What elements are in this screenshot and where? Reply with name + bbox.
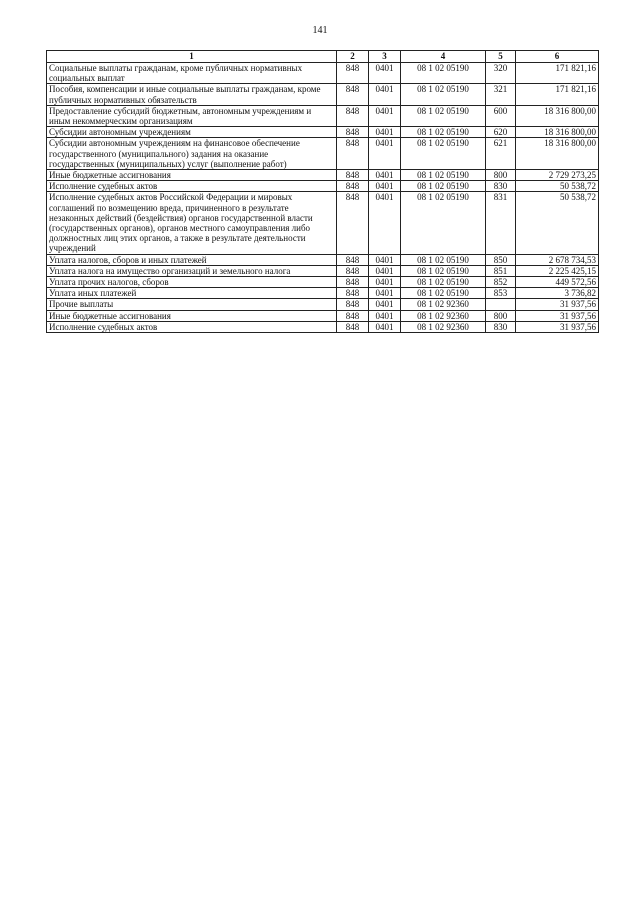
row-target-article: 08 1 02 05190: [401, 181, 486, 192]
row-section-code: 0401: [369, 127, 401, 138]
row-section-code: 0401: [369, 63, 401, 84]
row-target-article: 08 1 02 05190: [401, 138, 486, 170]
row-target-article: 08 1 02 92360: [401, 310, 486, 321]
row-expense-type: 830: [486, 181, 516, 192]
row-amount: 171 821,16: [516, 84, 599, 105]
row-target-article: 08 1 02 05190: [401, 288, 486, 299]
row-name: Прочие выплаты: [47, 299, 337, 310]
row-name: Уплата иных платежей: [47, 288, 337, 299]
row-target-article: 08 1 02 05190: [401, 84, 486, 105]
table-row: [47, 170, 599, 181]
header-row: [47, 51, 599, 63]
row-name: Иные бюджетные ассигнования: [47, 170, 337, 181]
row-name: Уплата налога на имущество организаций и земельного налога: [47, 265, 337, 276]
row-name: Предоставление субсидий бюджетным, автономным учреждениям и иным некоммерческим организациям: [47, 105, 337, 126]
row-section-code: 0401: [369, 138, 401, 170]
row-org-code: 848: [337, 105, 369, 126]
row-name: Субсидии автономным учреждениям на финансовое обеспечение государственного (муниципального) задания на оказание государственных (муниципальных) услуг (выполнение работ): [47, 138, 337, 170]
row-section-code: 0401: [369, 288, 401, 299]
row-target-article: 08 1 02 05190: [401, 254, 486, 265]
row-name: Исполнение судебных актов Российской Федерации и мировых соглашений по возмещению вреда, причиненного в результате незаконных действий (бездействия) органов государственной власти (государственных органов), органов местного самоуправления либо должностных лиц этих органов, а также в результате деятельности учреждений: [47, 192, 337, 254]
row-target-article: 08 1 02 92360: [401, 321, 486, 332]
table-row: [47, 277, 599, 288]
row-org-code: 848: [337, 170, 369, 181]
row-amount: 18 316 800,00: [516, 127, 599, 138]
table-row: [47, 288, 599, 299]
row-expense-type: 850: [486, 254, 516, 265]
row-expense-type: 600: [486, 105, 516, 126]
page-number: 141: [312, 25, 328, 36]
row-name: Исполнение судебных актов: [47, 321, 337, 332]
row-section-code: 0401: [369, 181, 401, 192]
row-section-code: 0401: [369, 321, 401, 332]
row-expense-type: 831: [486, 192, 516, 254]
column-header: 3: [369, 51, 401, 63]
row-section-code: 0401: [369, 265, 401, 276]
row-org-code: 848: [337, 299, 369, 310]
row-target-article: 08 1 02 05190: [401, 192, 486, 254]
row-amount: 50 538,72: [516, 192, 599, 254]
row-name: Субсидии автономным учреждениям: [47, 127, 337, 138]
table-row: [47, 181, 599, 192]
row-target-article: 08 1 02 05190: [401, 105, 486, 126]
column-header: 1: [47, 51, 337, 63]
row-name: Уплата прочих налогов, сборов: [47, 277, 337, 288]
row-org-code: 848: [337, 181, 369, 192]
row-amount: 171 821,16: [516, 63, 599, 84]
table-row: [47, 84, 599, 105]
row-org-code: 848: [337, 265, 369, 276]
row-section-code: 0401: [369, 310, 401, 321]
row-target-article: 08 1 02 05190: [401, 265, 486, 276]
row-section-code: 0401: [369, 170, 401, 181]
row-expense-type: 851: [486, 265, 516, 276]
row-name: Уплата налогов, сборов и иных платежей: [47, 254, 337, 265]
column-header: 2: [337, 51, 369, 63]
table-row: [47, 299, 599, 310]
row-amount: 31 937,56: [516, 299, 599, 310]
row-amount: 2 729 273,25: [516, 170, 599, 181]
row-org-code: 848: [337, 321, 369, 332]
row-section-code: 0401: [369, 105, 401, 126]
row-section-code: 0401: [369, 254, 401, 265]
row-target-article: 08 1 02 05190: [401, 170, 486, 181]
row-expense-type: 830: [486, 321, 516, 332]
row-amount: 31 937,56: [516, 321, 599, 332]
column-header: 6: [516, 51, 599, 63]
row-name: Иные бюджетные ассигнования: [47, 310, 337, 321]
row-expense-type: 852: [486, 277, 516, 288]
row-expense-type: 621: [486, 138, 516, 170]
row-org-code: 848: [337, 127, 369, 138]
row-org-code: 848: [337, 277, 369, 288]
table-row: [47, 265, 599, 276]
row-section-code: 0401: [369, 299, 401, 310]
row-org-code: 848: [337, 138, 369, 170]
table-row: [47, 105, 599, 126]
row-target-article: 08 1 02 92360: [401, 299, 486, 310]
row-target-article: 08 1 02 05190: [401, 127, 486, 138]
row-section-code: 0401: [369, 84, 401, 105]
row-amount: 2 678 734,53: [516, 254, 599, 265]
row-amount: 2 225 425,15: [516, 265, 599, 276]
row-org-code: 848: [337, 192, 369, 254]
row-org-code: 848: [337, 288, 369, 299]
row-target-article: 08 1 02 05190: [401, 63, 486, 84]
row-org-code: 848: [337, 254, 369, 265]
table-row: [47, 321, 599, 332]
table-row: [47, 192, 599, 254]
table-row: [47, 310, 599, 321]
row-expense-type: 853: [486, 288, 516, 299]
row-amount: 18 316 800,00: [516, 105, 599, 126]
table-row: [47, 127, 599, 138]
row-expense-type: 620: [486, 127, 516, 138]
row-target-article: 08 1 02 05190: [401, 277, 486, 288]
row-name: Исполнение судебных актов: [47, 181, 337, 192]
row-amount: 31 937,56: [516, 310, 599, 321]
budget-table: [46, 50, 599, 333]
table-row: [47, 63, 599, 84]
row-expense-type: [486, 299, 516, 310]
row-amount: 449 572,56: [516, 277, 599, 288]
row-expense-type: 321: [486, 84, 516, 105]
row-amount: 50 538,72: [516, 181, 599, 192]
table-row: [47, 254, 599, 265]
column-header: 5: [486, 51, 516, 63]
row-section-code: 0401: [369, 277, 401, 288]
table-body: [47, 63, 599, 333]
row-expense-type: 800: [486, 310, 516, 321]
row-amount: 3 736,82: [516, 288, 599, 299]
row-expense-type: 320: [486, 63, 516, 84]
row-name: Социальные выплаты гражданам, кроме публичных нормативных социальных выплат: [47, 63, 337, 84]
table-row: [47, 138, 599, 170]
column-header: 4: [401, 51, 486, 63]
row-amount: 18 316 800,00: [516, 138, 599, 170]
row-name: Пособия, компенсации и иные социальные выплаты гражданам, кроме публичных нормативных обязательств: [47, 84, 337, 105]
row-expense-type: 800: [486, 170, 516, 181]
row-org-code: 848: [337, 310, 369, 321]
row-org-code: 848: [337, 63, 369, 84]
row-org-code: 848: [337, 84, 369, 105]
row-section-code: 0401: [369, 192, 401, 254]
